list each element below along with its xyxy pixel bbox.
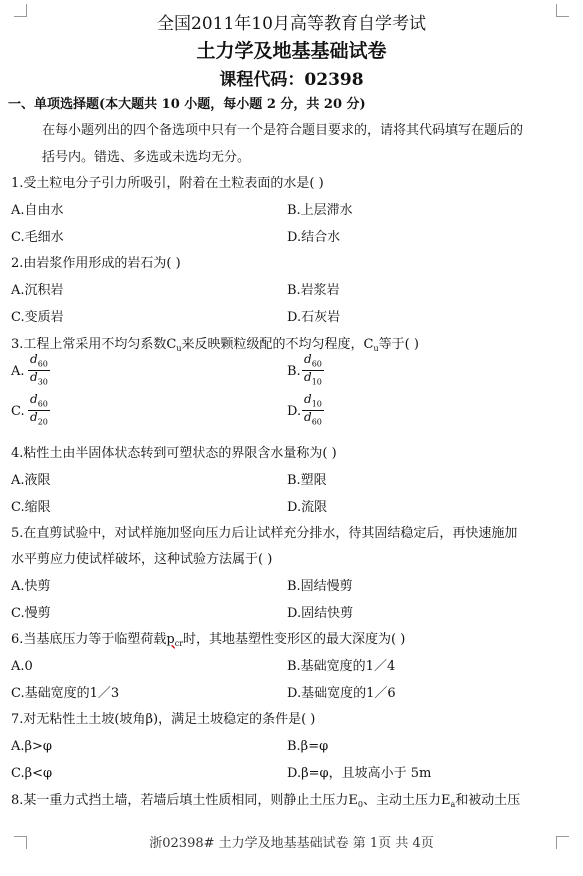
section-title: 一、单项选择题(本大题共 10 小题，每小题 2 分，共 20 分): [8, 97, 366, 112]
fraction-d10-over-d60: $\frac{d_{10}}{d_{60}}$: [304, 392, 322, 427]
spellcheck-underline: $p_{cr}$: [166, 632, 184, 648]
question-3-option-d: D.: [287, 404, 302, 419]
question-1-option-c: C.毛细水: [11, 230, 64, 245]
question-2-option-a: A.沉积岩: [11, 283, 64, 298]
instructions-line-2: 括号内。错选、多选或未选均无分。: [42, 150, 251, 165]
question-3-option-c: C.: [11, 404, 25, 419]
question-5-stem-line-2: 水平剪应力使试样破坏，这种试验方法属于( ): [11, 552, 273, 567]
question-3-option-b: B.: [287, 364, 301, 379]
question-7-option-b: B.β=φ: [287, 739, 329, 754]
question-4-option-a: A.液限: [11, 473, 51, 488]
fraction-d60-over-d20: $\frac{d_{60}}{d_{20}}$: [30, 392, 48, 427]
question-6-option-a: A.0: [11, 659, 33, 674]
question-3-option-a: A.: [11, 364, 25, 379]
question-5-stem-line-1: 5.在直剪试验中，对试样施加竖向压力后让试样充分排水，待其固结稳定后，再快速施加: [11, 526, 518, 541]
question-1-option-d: D.结合水: [287, 230, 341, 245]
question-1-option-a: A.自由水: [11, 203, 64, 218]
question-5-option-c: C.慢剪: [11, 606, 51, 621]
fraction-d60-over-d30: $\frac{d_{60}}{d_{30}}$: [30, 352, 48, 387]
page-footer: 浙02398# 土力学及地基基础试卷 第 1页 共 4页: [149, 836, 434, 851]
question-4-option-d: D.流限: [287, 500, 328, 515]
question-6-option-b: B.基础宽度的1／4: [287, 659, 396, 674]
question-2-option-c: C.变质岩: [11, 310, 64, 325]
course-code: 课程代码：02398: [219, 70, 364, 90]
question-1-option-b: B.上层滞水: [287, 203, 353, 218]
question-4-option-c: C.缩限: [11, 500, 51, 515]
question-8-stem: 8.某一重力式挡土墙，若墙后填土性质相同，则静止土压力$E_0$、主动土压力$E_a$和被动土压: [11, 793, 521, 809]
question-4-stem: 4.粘性土由半固体状态转到可塑状态的界限含水量称为( ): [11, 446, 337, 461]
paper-title: 土力学及地基基础试卷: [196, 40, 387, 62]
exam-header: 全国2011年10月高等教育自学考试: [157, 14, 426, 34]
question-7-stem: 7.对无粘性土土坡(坡角β)，满足土坡稳定的条件是( ): [11, 712, 316, 727]
fraction-d60-over-d10: $\frac{d_{60}}{d_{10}}$: [304, 352, 322, 387]
question-2-stem: 2.由岩浆作用形成的岩石为( ): [11, 256, 181, 271]
question-2-option-d: D.石灰岩: [287, 310, 341, 325]
instructions-line-1: 在每小题列出的四个备选项中只有一个是符合题目要求的，请将其代码填写在题后的: [42, 123, 524, 138]
question-2-option-b: B.岩浆岩: [287, 283, 340, 298]
question-6-stem: 6.当基底压力等于临塑荷载$p_{cr}$时，其地基塑性变形区的最大深度为( ): [11, 632, 406, 648]
question-1-stem: 1.受土粒电分子引力所吸引，附着在土粒表面的水是( ): [11, 176, 324, 191]
question-4-option-b: B.塑限: [287, 473, 327, 488]
question-7-option-d: D.β=φ，且坡高小于 5m: [287, 766, 432, 781]
question-5-option-d: D.固结快剪: [287, 606, 354, 621]
question-6-option-c: C.基础宽度的1／3: [11, 686, 120, 701]
question-3-stem: 3.工程上常采用不均匀系数$C_u$来反映颗粒级配的不均匀程度，$C_u$等于( ): [11, 337, 419, 353]
question-6-option-d: D.基础宽度的1／6: [287, 686, 396, 701]
question-7-option-c: C.β<φ: [11, 766, 53, 781]
question-7-option-a: A.β>φ: [11, 739, 53, 754]
question-5-option-b: B.固结慢剪: [287, 579, 353, 594]
question-5-option-a: A.快剪: [11, 579, 51, 594]
